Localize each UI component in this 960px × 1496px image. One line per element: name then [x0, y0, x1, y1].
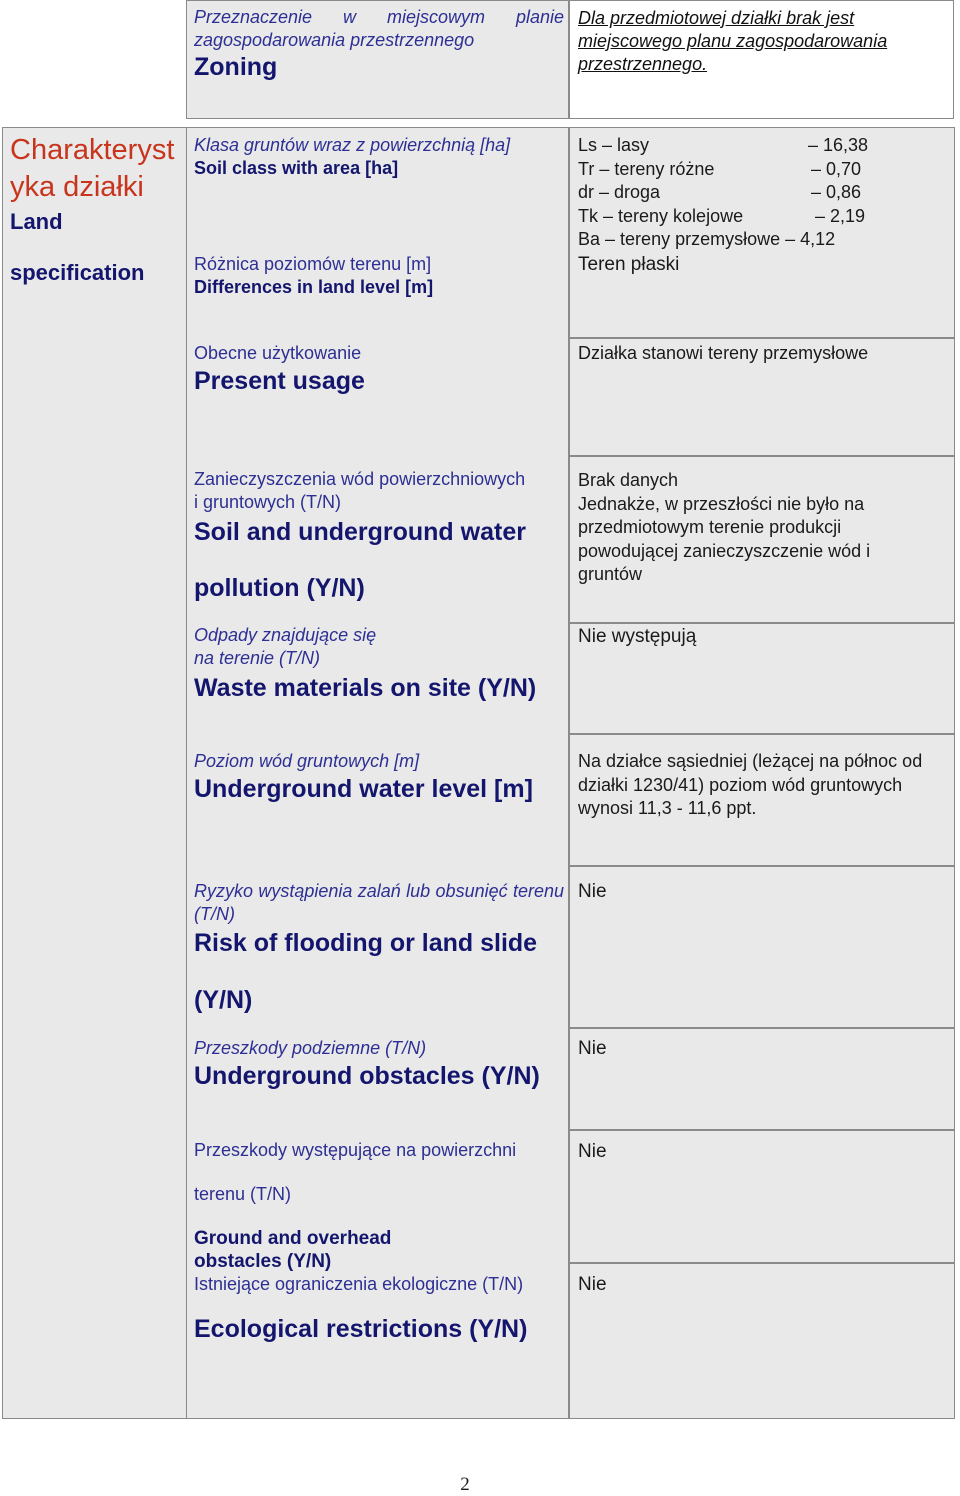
pollution-label-en-1: Soil and underground water — [194, 518, 526, 546]
ecological-value-text: Nie — [578, 1274, 607, 1295]
present-usage-value — [578, 342, 948, 365]
flood-label-en-1: Risk of flooding or land slide — [194, 929, 538, 957]
soil-name: tereny kolejowe — [618, 205, 744, 226]
flood-value — [578, 880, 948, 903]
flood-label-en-2: (Y/N) — [194, 986, 253, 1014]
land-spec-title-en-1: Land — [10, 209, 63, 234]
land-spec-title-pl-1: Charakteryst — [10, 134, 175, 166]
level-diff-label-en: Differences in land level [m] — [194, 277, 434, 297]
ecological-label-en: Ecological restrictions (Y/N) — [194, 1315, 528, 1343]
surface-obstacles-label-pl-1: Przeszkody występujące na powierzchni — [194, 1140, 517, 1160]
water-level-value-text: Na działce sąsiedniej (leżącej na północ od działki 1230/41) poziom wód gruntowych wynosi 11,3 - 11,6 ppt. — [578, 751, 923, 818]
row-divider — [569, 733, 955, 735]
soil-value: 0,70 — [825, 158, 861, 179]
soil-value: 16,38 — [822, 135, 868, 155]
level-diff-label — [194, 253, 564, 299]
soil-code: Tr — [578, 158, 595, 179]
pollution-label-pl-1: Zanieczyszczenia wód powierzchniowych — [194, 469, 526, 489]
pollution-label-pl-2: i gruntowych (T/N) — [194, 492, 342, 512]
waste-label — [194, 624, 564, 703]
underground-obstacles-label-en: Underground obstacles (Y/N) — [194, 1062, 540, 1090]
waste-label-pl-2: na terenie (T/N) — [194, 648, 321, 668]
soil-class-label — [194, 134, 564, 180]
surface-obstacles-label-en: Ground and overhead obstacles (Y/N) — [194, 1228, 392, 1272]
waste-value — [578, 625, 948, 648]
underground-obstacles-value — [578, 1037, 948, 1060]
flood-label — [194, 880, 564, 1015]
row-divider — [569, 865, 955, 867]
flood-label-pl: Ryzyko wystąpienia zalań lub obsunięć terenu (T/N) — [194, 881, 564, 924]
soil-name: droga — [614, 182, 661, 202]
present-usage-value-text: Działka stanowi tereny przemysłowe — [578, 343, 869, 363]
flood-value-text: Nie — [578, 881, 607, 902]
water-level-label-en: Underground water level [m] — [194, 775, 533, 803]
water-level-value — [578, 750, 948, 821]
level-diff-value-text: Teren płaski — [578, 254, 680, 275]
soil-name: tereny przemysłowe — [620, 229, 781, 249]
zoning-label — [194, 6, 564, 82]
surface-obstacles-value-text: Nie — [578, 1141, 607, 1162]
underground-obstacles-label — [194, 1037, 564, 1091]
row-divider — [569, 337, 955, 339]
page-number: 2 — [460, 1474, 470, 1495]
waste-value-text: Nie występują — [578, 626, 697, 647]
soil-class-label-pl: Klasa gruntów wraz z powierzchnią [ha] — [194, 135, 511, 155]
pollution-label — [194, 468, 564, 603]
zoning-value-text: Dla przedmiotowej działki brak jest miejscowego planu zagospodarowania przestrzennego. — [578, 8, 888, 74]
land-spec-title-pl-2: yka działki — [10, 171, 144, 203]
row-divider — [569, 1129, 955, 1131]
land-spec-title-en-2: specification — [10, 260, 145, 285]
row-divider — [569, 455, 955, 457]
surface-obstacles-label — [194, 1139, 554, 1273]
ecological-value — [578, 1273, 948, 1296]
water-level-label — [194, 750, 564, 804]
present-usage-label-en: Present usage — [194, 367, 365, 395]
pollution-value-1: Brak danych — [578, 470, 679, 490]
soil-class-item: Ba – tereny przemysłowe – 4,12 — [578, 229, 836, 249]
ecological-label — [194, 1273, 564, 1344]
soil-value: 4,12 — [800, 229, 836, 249]
soil-code: Ls — [578, 135, 598, 155]
soil-name: tereny różne — [614, 158, 715, 179]
water-level-label-pl: Poziom wód gruntowych [m] — [194, 751, 420, 771]
soil-class-label-en: Soil class with area [ha] — [194, 158, 399, 178]
pollution-value — [578, 469, 924, 587]
underground-obstacles-value-text: Nie — [578, 1038, 607, 1059]
row-divider — [569, 622, 955, 624]
present-usage-label — [194, 342, 564, 396]
soil-name: lasy — [617, 135, 650, 155]
pollution-label-en-2: pollution (Y/N) — [194, 574, 365, 602]
level-diff-label-pl: Różnica poziomów terenu [m] — [194, 254, 432, 274]
row-divider — [569, 1027, 955, 1029]
zoning-label-pl: Przeznaczenie w miejscowym planie zagospodarowania przestrzennego — [194, 7, 564, 50]
soil-value: 0,86 — [825, 182, 861, 202]
soil-value: 2,19 — [829, 205, 865, 226]
soil-class-item: dr – droga – 0,86 — [578, 182, 861, 202]
soil-code: Tk — [578, 205, 598, 226]
surface-obstacles-label-pl-2: terenu (T/N) — [194, 1184, 292, 1204]
soil-code: dr — [578, 182, 595, 202]
soil-class-item: Tr – tereny różne – 0,70 — [578, 158, 861, 179]
pollution-value-2: Jednakże, w przeszłości nie było na przedmiotowym terenie produkcji powodującej zanieczyszczenie wód i gruntów — [578, 493, 871, 584]
present-usage-label-pl: Obecne użytkowanie — [194, 343, 362, 363]
zoning-label-en: Zoning — [194, 53, 278, 81]
soil-code: Ba — [578, 229, 601, 249]
soil-class-list — [578, 134, 868, 252]
soil-class-item: Ls – lasy – 16,38 — [578, 135, 868, 155]
level-diff-value — [578, 253, 948, 276]
soil-class-item: Tk – tereny kolejowe – 2,19 — [578, 205, 865, 226]
waste-label-pl-1: Odpady znajdujące się — [194, 625, 377, 645]
zoning-value — [578, 7, 948, 76]
surface-obstacles-value — [578, 1140, 948, 1163]
waste-label-en: Waste materials on site (Y/N) — [194, 674, 537, 702]
ecological-label-pl: Istniejące ograniczenia ekologiczne (T/N) — [194, 1274, 524, 1294]
row-divider — [569, 1262, 955, 1264]
underground-obstacles-label-pl: Przeszkody podziemne (T/N) — [194, 1038, 427, 1058]
land-spec-title — [10, 132, 185, 287]
